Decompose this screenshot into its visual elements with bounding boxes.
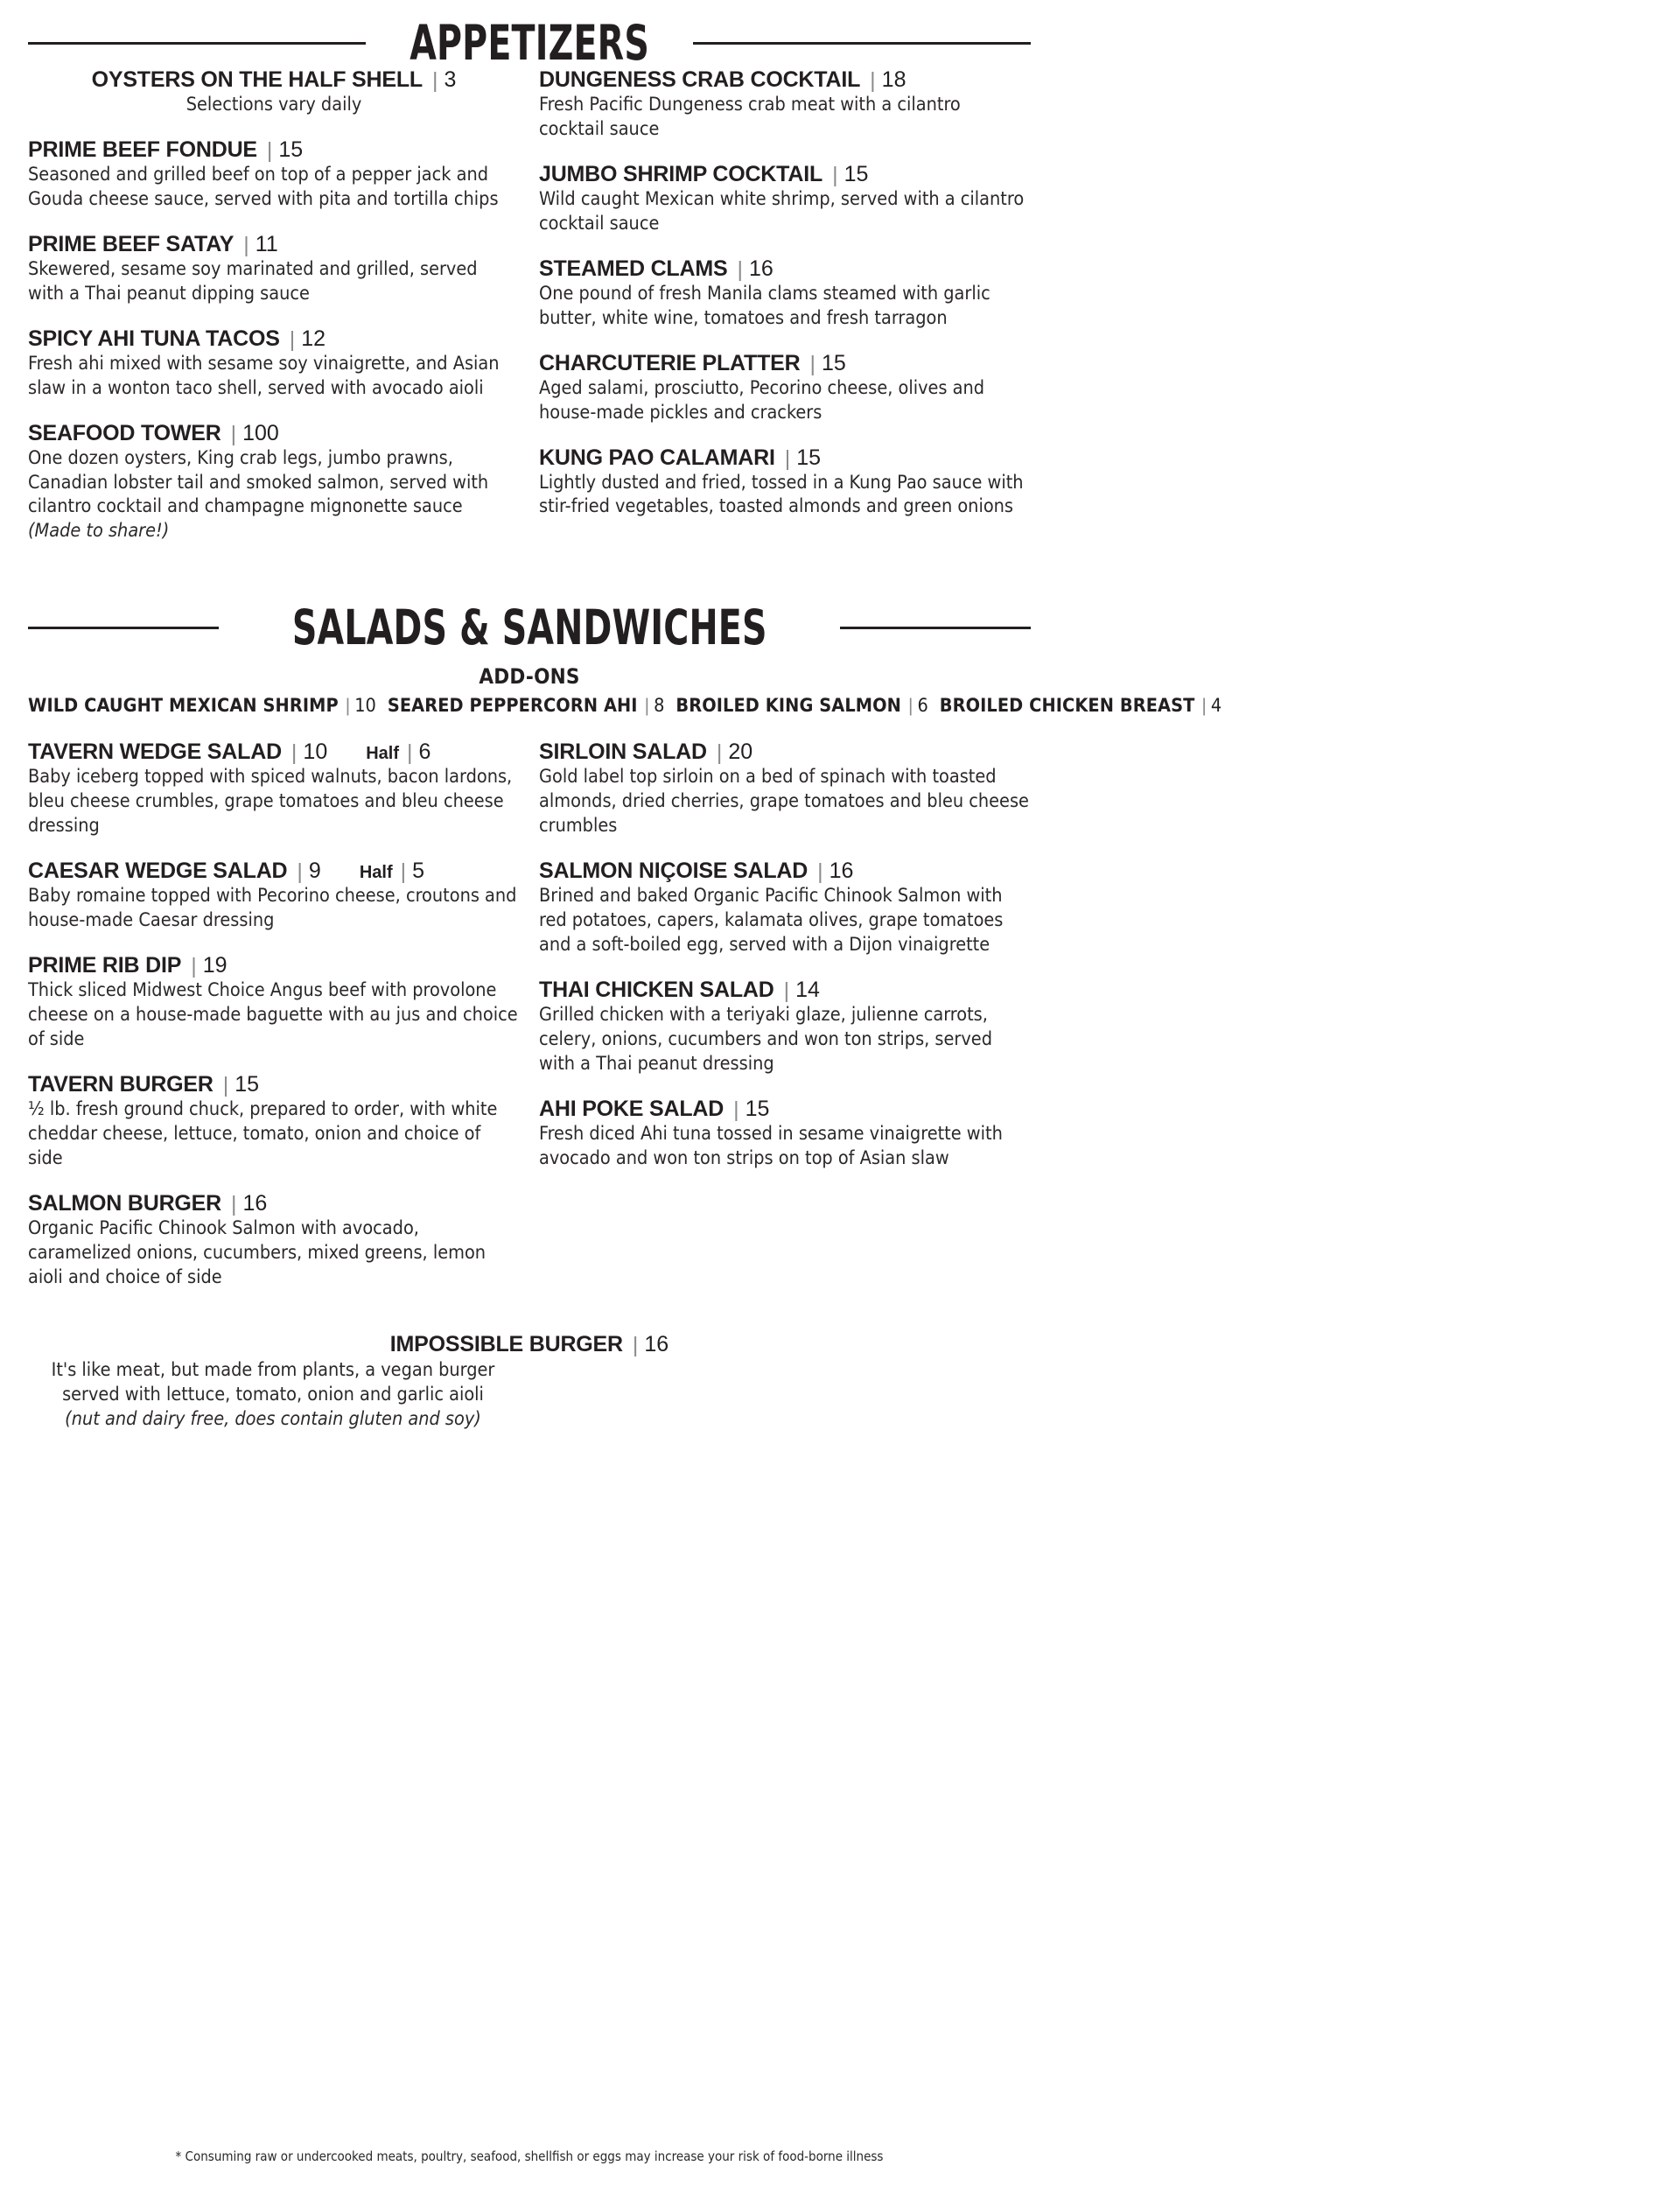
item-description-line-1: It's like meat, but made from plants, a vegan burger — [51, 1359, 495, 1382]
item-name: KUNG PAO CALAMARI — [539, 445, 775, 470]
salads-columns — [28, 740, 1031, 1309]
item-price: 11 — [255, 231, 278, 256]
item-description: ½ lb. fresh ground chuck, prepared to order, with white cheddar cheese, lettuce, tomato, onion and choice of side — [28, 1097, 498, 1169]
item-price: 15 — [796, 445, 822, 470]
appetizers-columns — [28, 67, 1031, 564]
addons-title: ADD-ONS — [479, 664, 580, 690]
item-heading — [28, 67, 520, 92]
item-name: SEAFOOD TOWER — [28, 420, 221, 445]
item-name: CHARCUTERIE PLATTER — [539, 350, 801, 375]
footer-disclaimer: * Consuming raw or undercooked meats, poultry, seafood, shellfish or eggs may increase your risk of food-borne illness — [175, 2148, 884, 2164]
item-heading — [28, 740, 520, 764]
price-separator: | — [191, 954, 197, 978]
half-price-separator: | — [400, 859, 407, 885]
item-price: 10 — [303, 740, 328, 765]
menu-item[interactable] — [539, 256, 1031, 331]
item-description: Lightly dusted and fried, tossed in a Kung Pao sauce with stir-fried vegetables, toasted almonds and green onions — [539, 471, 1024, 518]
price-separator: | — [832, 162, 838, 187]
half-portion-label: Half — [359, 863, 393, 883]
price-separator: | — [907, 696, 914, 717]
addon-name: BROILED CHICKEN BREAST — [939, 695, 1195, 718]
item-heading — [539, 859, 1031, 883]
item-heading — [539, 978, 1031, 1002]
item-heading — [28, 1072, 520, 1097]
price-separator: | — [644, 696, 650, 717]
price-separator: | — [345, 696, 351, 717]
allergen-note: (nut and dairy free, does contain gluten and soy) — [65, 1408, 481, 1431]
item-description: One pound of fresh Manila clams steamed with garlic butter, white wine, tomatoes and fresh tarragon — [539, 282, 990, 329]
salads-left-column — [28, 740, 520, 1309]
price-separator: | — [733, 1097, 739, 1122]
price-separator: | — [870, 68, 876, 93]
price-separator: | — [817, 859, 823, 885]
item-heading — [539, 162, 1031, 186]
item-description-line-2: served with lettuce, tomato, onion and garlic aioli — [62, 1384, 484, 1406]
item-description-note — [28, 1407, 518, 1432]
item-heading — [539, 351, 1031, 375]
item-price: 19 — [202, 953, 228, 978]
price-separator: | — [431, 68, 438, 93]
item-price: 16 — [829, 859, 854, 884]
item-price: 9 — [308, 859, 321, 884]
item-description: Wild caught Mexican white shrimp, served with a cilantro cocktail sauce — [539, 187, 1025, 235]
item-price: 16 — [242, 1190, 268, 1216]
item-description: Gold label top sirloin on a bed of spinach with toasted almonds, dried cherries, grape tomatoes and bleu cheese crumbles — [539, 766, 1029, 838]
item-price: 16 — [748, 256, 774, 281]
item-heading — [28, 137, 520, 162]
item-heading — [28, 1191, 520, 1216]
price-separator: | — [716, 740, 723, 766]
salads-right-column — [539, 740, 1031, 1309]
section-title-appetizers: APPETIZERS — [410, 15, 649, 71]
menu-item[interactable] — [28, 326, 520, 401]
item-name: AHI POKE SALAD — [539, 1096, 724, 1121]
header-rule-right — [693, 42, 1031, 45]
item-description: Fresh ahi mixed with sesame soy vinaigrette, and Asian slaw in a wonton taco shell, served with avocado aioli — [28, 352, 500, 399]
item-name: OYSTERS ON THE HALF SHELL — [91, 67, 423, 92]
item-description: Brined and baked Organic Pacific Chinook Salmon with red potatoes, capers, kalamata olives, grape tomatoes and a soft-boiled egg, served with a Dijon vinaigrette — [539, 885, 1004, 956]
item-heading — [539, 1097, 1031, 1121]
price-separator: | — [297, 859, 303, 885]
item-description: Organic Pacific Chinook Salmon with avocado, caramelized onions, cucumbers, mixed greens, lemon aioli and choice of side — [28, 1216, 486, 1288]
item-heading — [28, 232, 520, 256]
addon-price: 4 — [1210, 695, 1222, 718]
half-portion-label: Half — [366, 744, 400, 764]
price-separator: | — [266, 137, 273, 163]
price-separator: | — [737, 256, 743, 282]
item-heading — [539, 740, 1031, 764]
menu-item[interactable] — [28, 1072, 520, 1171]
addon-price: 10 — [354, 695, 376, 718]
item-heading — [28, 326, 520, 351]
price-separator: | — [222, 1072, 229, 1097]
item-price: 15 — [278, 137, 304, 162]
item-name: THAI CHICKEN SALAD — [539, 977, 774, 1002]
item-name: JUMBO SHRIMP COCKTAIL — [539, 161, 823, 186]
item-name: SIRLOIN SALAD — [539, 740, 707, 765]
item-price: 18 — [881, 67, 906, 92]
description-text: One dozen oysters, King crab legs, jumbo prawns, Canadian lobster tail and smoked salmon, served with cilantro cocktail and champagne mignonette sauce — [28, 446, 489, 518]
menu-page — [0, 15, 1222, 2194]
item-name: STEAMED CLAMS — [539, 256, 728, 281]
item-description: Grilled chicken with a teriyaki glaze, julienne carrots, celery, onions, cucumbers and won ton strips, served with a Thai peanut dressing — [539, 1003, 992, 1075]
menu-item[interactable] — [28, 67, 520, 117]
item-name: SALMON BURGER — [28, 1190, 222, 1216]
item-price: 20 — [728, 740, 753, 765]
price-separator: | — [230, 421, 237, 446]
item-description: Skewered, sesame soy marinated and grilled, served with a Thai peanut dipping sauce — [28, 257, 478, 305]
addons-row — [28, 695, 1222, 718]
menu-item[interactable] — [539, 351, 1031, 425]
price-separator: | — [632, 1333, 639, 1358]
item-heading — [539, 256, 1031, 281]
menu-item[interactable] — [539, 67, 1031, 142]
item-price: 15 — [844, 161, 869, 186]
item-heading — [28, 859, 520, 883]
menu-item-impossible-burger[interactable] — [28, 1332, 1031, 1432]
item-name: PRIME BEEF SATAY — [28, 231, 234, 256]
price-separator: | — [243, 232, 249, 257]
section-header-appetizers — [28, 15, 1031, 71]
item-heading — [28, 953, 520, 978]
item-description: Baby iceberg topped with spiced walnuts, bacon lardons, bleu cheese crumbles, grape tomatoes and bleu cheese dressing — [28, 766, 513, 838]
item-name: SPICY AHI TUNA TACOS — [28, 326, 280, 351]
header-rule-left — [28, 42, 366, 45]
item-price: 15 — [822, 350, 846, 375]
item-description: Aged salami, prosciutto, Pecorino cheese, olives and house-made pickles and crackers — [539, 376, 985, 424]
addon-price: 8 — [654, 695, 665, 718]
price-separator: | — [231, 1191, 237, 1216]
menu-item[interactable] — [28, 740, 520, 838]
price-separator: | — [290, 740, 298, 766]
menu-item[interactable] — [28, 859, 520, 933]
header-rule-left — [28, 627, 219, 629]
item-description — [28, 446, 518, 544]
item-name: TAVERN BURGER — [28, 1071, 214, 1097]
addon-name: SEARED PEPPERCORN AHI — [387, 695, 638, 718]
item-price: 12 — [301, 326, 326, 351]
item-name: IMPOSSIBLE BURGER — [389, 1332, 623, 1357]
appetizers-left-column — [28, 67, 520, 564]
section-header-salads — [28, 599, 1031, 656]
item-name: PRIME RIB DIP — [28, 953, 182, 978]
header-rule-right — [840, 627, 1031, 629]
price-separator: | — [809, 351, 816, 376]
item-description: Baby romaine topped with Pecorino cheese, croutons and house-made Caesar dressing — [28, 885, 517, 932]
menu-item[interactable] — [539, 978, 1031, 1076]
price-separator: | — [784, 445, 791, 471]
item-name: DUNGENESS CRAB COCKTAIL — [539, 67, 861, 92]
item-price: 15 — [234, 1071, 260, 1097]
item-description: Fresh Pacific Dungeness crab meat with a cilantro cocktail sauce — [539, 94, 961, 140]
menu-item[interactable] — [539, 1097, 1031, 1171]
appetizers-right-column — [539, 67, 1031, 564]
menu-item[interactable] — [539, 859, 1031, 957]
item-price: 16 — [644, 1332, 669, 1357]
menu-item[interactable] — [28, 232, 520, 306]
price-separator: | — [1201, 696, 1207, 717]
item-name: PRIME BEEF FONDUE — [28, 137, 257, 162]
menu-item[interactable] — [539, 445, 1031, 520]
item-price: 3 — [444, 67, 457, 92]
item-heading — [28, 1332, 1031, 1356]
item-price: 100 — [242, 420, 279, 445]
item-description: Fresh diced Ahi tuna tossed in sesame vinaigrette with avocado and won ton strips on top of Asian slaw — [539, 1122, 1003, 1169]
addon-price: 6 — [917, 695, 928, 718]
item-name: SALMON NIÇOISE SALAD — [539, 859, 808, 884]
menu-item[interactable] — [539, 740, 1031, 838]
half-portion-price: 6 — [418, 740, 431, 765]
section-title-salads: SALADS & SANDWICHES — [291, 599, 767, 656]
menu-item[interactable] — [28, 137, 520, 212]
item-description: Selections vary daily — [186, 94, 362, 116]
price-separator: | — [783, 978, 790, 1003]
item-price: 15 — [745, 1096, 770, 1121]
menu-item[interactable] — [28, 953, 520, 1052]
half-portion-price: 5 — [412, 859, 425, 884]
menu-item[interactable] — [539, 162, 1031, 236]
description-note: (Made to share!) — [28, 520, 170, 543]
item-heading — [28, 421, 520, 445]
item-description: Thick sliced Midwest Choice Angus beef with provolone cheese on a house-made baguette with au jus and choice of side — [28, 979, 518, 1050]
item-name: CAESAR WEDGE SALAD — [28, 859, 288, 884]
item-price: 14 — [795, 977, 820, 1002]
item-heading — [539, 67, 1031, 92]
addon-name: BROILED KING SALMON — [676, 695, 901, 718]
menu-item[interactable] — [28, 421, 520, 544]
item-name: TAVERN WEDGE SALAD — [28, 740, 282, 765]
item-heading — [539, 445, 1031, 470]
addon-name: WILD CAUGHT MEXICAN SHRIMP — [28, 695, 339, 718]
price-separator: | — [289, 326, 296, 352]
menu-item[interactable] — [28, 1191, 520, 1290]
item-description: Seasoned and grilled beef on top of a pepper jack and Gouda cheese sauce, served with pita and tortilla chips — [28, 163, 499, 210]
half-price-separator: | — [407, 740, 413, 766]
